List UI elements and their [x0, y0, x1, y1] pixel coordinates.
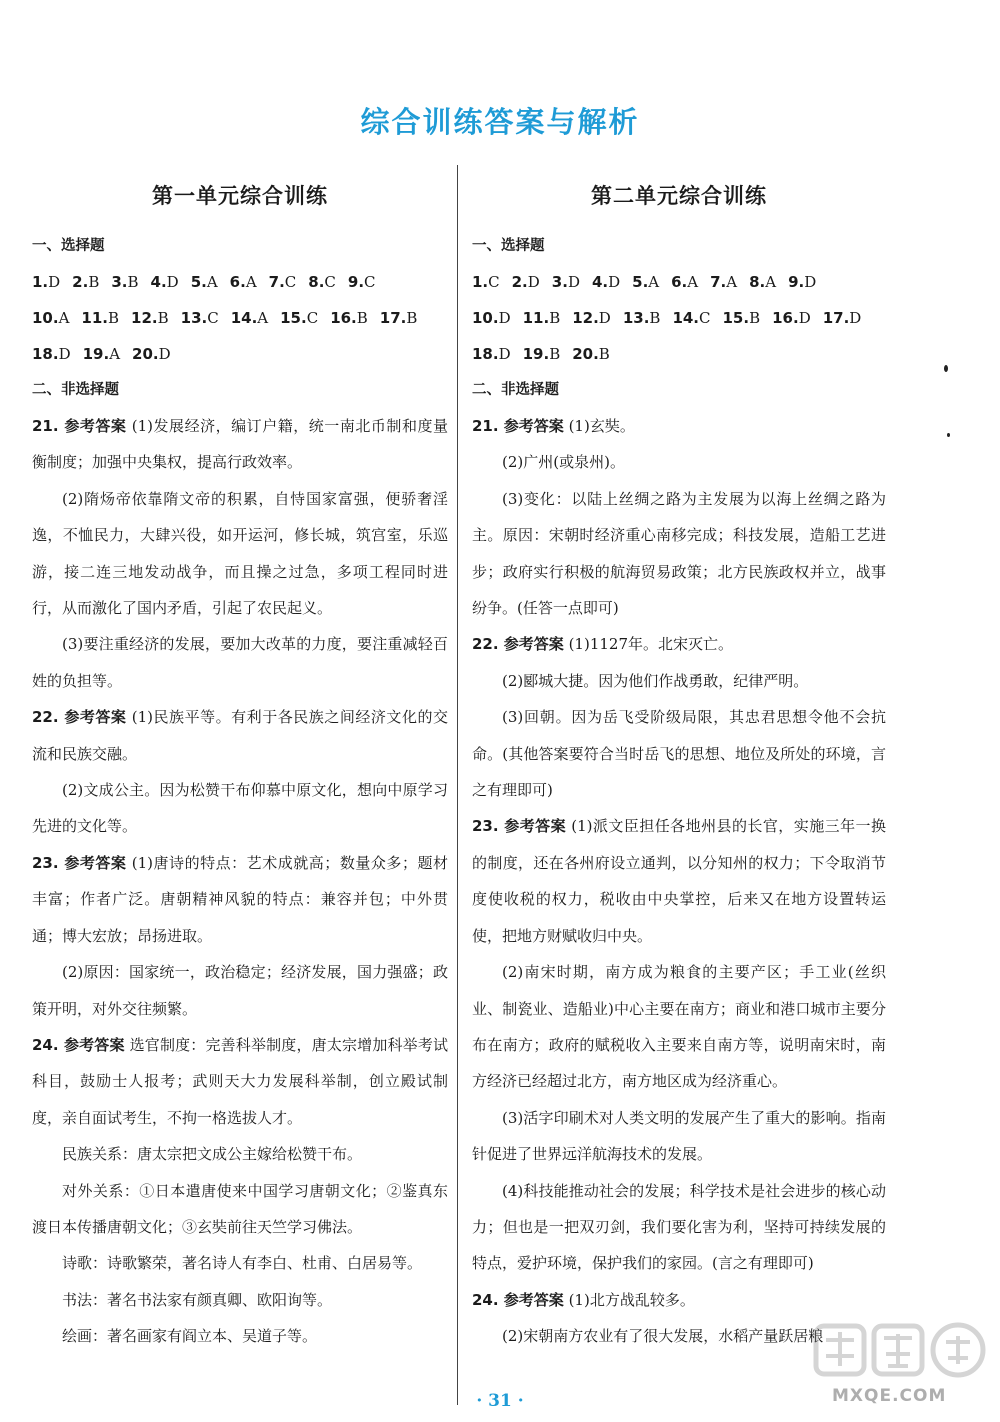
question-number: 6. [671, 273, 688, 291]
answer-letter: B [157, 309, 169, 327]
answer-letter: B [549, 345, 561, 363]
unit-title-1: 第一单元综合训练 [152, 184, 328, 208]
answer-paragraph: 对外关系：①日本遣唐使来中国学习唐朝文化；②鉴真东渡日本传播唐朝文化；③玄奘前往天竺学习佛法。 [32, 1181, 448, 1236]
choice-answer-row [32, 300, 448, 336]
choice-answer-row [32, 336, 448, 372]
question-number: 1. [472, 273, 489, 291]
question-number: 18. [32, 345, 59, 363]
section-heading-choice: 一、选择题 [32, 238, 105, 254]
choice-answer [111, 273, 138, 291]
answer-paragraph: 绘画：著名画家有阎立本、吴道子等。 [62, 1327, 318, 1346]
question-number: 17. [822, 309, 850, 327]
question-number: 7. [268, 273, 285, 291]
answer-23 [472, 808, 886, 954]
choice-answer [512, 273, 540, 291]
answer-letter: A [687, 273, 699, 291]
question-number: 5. [190, 273, 207, 291]
question-label: 23. 参考答案 [32, 853, 127, 872]
answer-paragraph: (2)广州(或泉州)。 [502, 453, 625, 472]
question-number: 7. [710, 273, 727, 291]
answer-letter: B [406, 309, 418, 327]
answer-paragraph: (2)原因：国家统一，政治稳定；经济发展，国力强盛；政策开明，对外交往频繁。 [32, 963, 448, 1018]
choice-answer [151, 273, 179, 291]
answer-text: (1)北方战乱较多。 [568, 1290, 695, 1309]
question-number: 12. [572, 309, 599, 327]
answer-letter: B [127, 273, 139, 291]
answer-letter: B [356, 309, 368, 327]
question-label: 22. 参考答案 [472, 635, 564, 654]
choice-answer [231, 309, 268, 327]
choice-answer [472, 273, 500, 291]
question-number: 2. [72, 273, 89, 291]
question-number: 16. [772, 309, 799, 327]
choice-answer [181, 309, 219, 327]
question-number: 11. [522, 309, 550, 327]
choice-answer-row [472, 264, 886, 300]
question-number: 15. [722, 309, 750, 327]
answer-letter: D [166, 273, 179, 291]
question-label: 21. 参考答案 [32, 417, 127, 435]
answer-letter: C [488, 273, 500, 291]
choice-answer [330, 309, 368, 327]
answer-letter: B [598, 345, 610, 363]
answer-letter: A [245, 273, 257, 291]
answer-letter: A [765, 273, 777, 291]
column-divider [457, 165, 458, 1405]
question-label: 24. 参考答案 [32, 1035, 125, 1054]
question-label: 24. 参考答案 [472, 1290, 564, 1309]
question-number: 20. [132, 345, 159, 363]
choice-answer [230, 273, 257, 291]
answer-paragraph: 民族关系：唐太宗把文成公主嫁给松赞干布。 [62, 1145, 363, 1164]
answer-paragraph: (2)宋朝南方农业有了很大发展，水稻产量跃居粮 [502, 1327, 824, 1346]
question-number: 14. [672, 309, 700, 327]
scan-speck [944, 365, 948, 372]
answer-letter: D [48, 273, 61, 291]
choice-answer [269, 273, 297, 291]
choice-answer [623, 309, 661, 327]
watermark-site: MXQE.COM [832, 1386, 947, 1406]
question-label: 21. 参考答案 [472, 417, 564, 435]
choice-answer [32, 273, 60, 291]
question-label: 23. 参考答案 [472, 817, 567, 836]
choice-answer [81, 309, 119, 327]
question-number: 8. [308, 273, 325, 291]
answer-text: (1)1127年。北宋灭亡。 [568, 635, 734, 654]
answer-letter: C [324, 273, 336, 291]
choice-answer [131, 309, 169, 327]
answer-text: (1)唐诗的特点：艺术成就高；数量众多；题材丰富；作者广泛。唐朝精神风貌的特点：兼容并包；中外贯通；博大宏放；昂扬进取。 [32, 853, 448, 945]
question-number: 16. [330, 309, 357, 327]
answer-letter: A [648, 273, 660, 291]
answer-letter: A [726, 273, 738, 291]
left-column [32, 180, 448, 1355]
question-label: 22. 参考答案 [32, 708, 127, 727]
question-number: 4. [591, 273, 609, 291]
answer-letter: C [699, 309, 711, 327]
answer-letter: D [58, 345, 71, 363]
answer-letter: D [527, 273, 540, 291]
answer-text: (1)民族平等。有利于各民族之间经济文化的交流和民族交融。 [32, 708, 448, 763]
answer-text: (1)派文臣担任各地州县的长官，实施三年一换的制度，还在各州府设立通判，以分知州的权力；下令取消节度使收税的权力，税收由中央掌控，后来又在地方设置转运使，把地方财赋收归中央。 [472, 817, 886, 945]
choice-answer [32, 309, 69, 327]
choice-answer [772, 309, 811, 327]
answer-letter: D [608, 273, 621, 291]
answer-letter: D [849, 309, 862, 327]
answer-letter: D [158, 345, 171, 363]
question-number: 12. [131, 309, 158, 327]
choice-answer [523, 345, 561, 363]
answer-paragraph: (2)郾城大捷。因为他们作战勇敢，纪律严明。 [502, 671, 809, 690]
answer-24 [32, 1027, 448, 1136]
question-number: 1. [32, 273, 49, 291]
question-number: 20. [572, 345, 599, 363]
question-number: 15. [280, 309, 307, 327]
answer-text: (1)玄奘。 [568, 417, 635, 435]
choice-answer-row [472, 300, 886, 336]
question-number: 18. [472, 345, 499, 363]
choice-answer [552, 273, 580, 291]
choice-answer [472, 345, 511, 363]
answer-letter: D [598, 309, 611, 327]
question-number: 3. [111, 273, 128, 291]
question-number: 17. [379, 309, 407, 327]
answer-paragraph: (3)要注重经济的发展，要加大改革的力度，要注重减轻百姓的负担等。 [32, 635, 448, 690]
choice-answer-row [472, 336, 886, 372]
choice-answer [572, 309, 611, 327]
choice-answer [72, 273, 99, 291]
choice-answer [32, 345, 71, 363]
choice-answer [710, 273, 737, 291]
question-number: 2. [511, 273, 528, 291]
question-number: 9. [788, 273, 805, 291]
answer-paragraph: (2)隋炀帝依靠隋文帝的积累，自恃国家富强，便骄奢淫逸，不恤民力，大肆兴役，如开运河，修长城，筑宫室，乐巡游，接二连三地发动战争，而且操之过急，多项工程同时进行，从而激化了国内矛盾，引起了农民起义。 [32, 489, 448, 618]
choice-answers [472, 264, 886, 372]
answer-letter: A [58, 309, 70, 327]
question-number: 3. [551, 273, 568, 291]
choice-answer [308, 273, 336, 291]
answer-letter: D [804, 273, 817, 291]
choice-answer [280, 309, 318, 327]
choice-answer [592, 273, 620, 291]
question-number: 13. [180, 309, 208, 327]
answer-paragraph: (3)回朝。因为岳飞受阶级局限，其忠君思想令他不会抗命。(其他答案要符合当时岳飞的思想、地位及所处的环境，言之有理即可) [472, 708, 886, 800]
answer-letter: A [206, 273, 218, 291]
answer-letter: B [749, 309, 761, 327]
answer-text: 选官制度：完善科举制度，唐太宗增加科举考试科目，鼓励士人报考；武则天大力发展科举制，创立殿试制度，亲自面试考生，不拘一格选拔人才。 [32, 1035, 449, 1127]
answer-22 [472, 626, 886, 662]
answer-letter: B [649, 309, 661, 327]
question-number: 6. [229, 273, 246, 291]
choice-answer-row [32, 264, 448, 300]
answer-letter: A [109, 345, 121, 363]
section-heading-nonchoice: 二、非选择题 [32, 382, 119, 398]
question-number: 19. [82, 345, 110, 363]
choice-answer [749, 273, 776, 291]
answer-paragraph: 书法：著名书法家有颜真卿、欧阳询等。 [62, 1290, 333, 1309]
page-number: · 31 · [476, 1391, 524, 1411]
choice-answer [632, 273, 659, 291]
answer-21 [472, 408, 886, 444]
answer-paragraph: (3)变化：以陆上丝绸之路为主发展为以海上丝绸之路为主。原因：宋朝时经济重心南移完成；科技发展，造船工艺进步；政府实行积极的航海贸易政策；北方民族政权并立，战事纷争。(任答一点即可) [472, 489, 886, 618]
answer-paragraph: (2)文成公主。因为松赞干布仰慕中原文化，想向中原学习先进的文化等。 [32, 781, 448, 836]
section-heading-nonchoice: 二、非选择题 [472, 382, 559, 398]
answer-paragraph: (4)科技能推动社会的发展；科学技术是社会进步的核心动力；但也是一把双刃剑，我们要化害为利，坚持可持续发展的特点，爱护环境，保护我们的家园。(言之有理即可) [472, 1181, 886, 1273]
choice-answer [572, 345, 610, 363]
answer-letter: A [257, 309, 269, 327]
question-number: 9. [347, 273, 365, 291]
answer-letter: D [567, 273, 580, 291]
choice-answer [788, 273, 816, 291]
question-number: 4. [150, 273, 167, 291]
question-number: 10. [472, 309, 499, 327]
right-column [472, 180, 886, 1355]
answer-letter: C [306, 309, 319, 327]
choice-answer [132, 345, 171, 363]
answer-text: (1)发展经济，编订户籍，统一南北币制和度量衡制度；加强中央集权，提高行政效率。 [32, 417, 448, 472]
answer-paragraph: (3)活字印刷术对人类文明的发展产生了重大的影响。指南针促进了世界远洋航海技术的发展。 [472, 1108, 886, 1164]
answer-letter: D [798, 309, 811, 327]
answer-letter: C [207, 309, 219, 327]
answer-22 [32, 699, 448, 772]
choice-answer [83, 345, 120, 363]
choice-answer [472, 309, 511, 327]
page-title: 综合训练答案与解析 [360, 105, 640, 139]
answer-letter: C [364, 273, 376, 291]
question-number: 5. [632, 273, 649, 291]
choice-answer [671, 273, 698, 291]
unit-title-2: 第二单元综合训练 [591, 184, 767, 208]
answer-paragraph: 诗歌：诗歌繁荣，著名诗人有李白、杜甫、白居易等。 [62, 1254, 423, 1273]
choice-answer [348, 273, 376, 291]
choice-answers [32, 264, 448, 372]
scan-speck [947, 433, 950, 437]
answer-letter: D [498, 345, 511, 363]
question-number: 19. [522, 345, 550, 363]
question-number: 14. [230, 309, 258, 327]
answer-letter: B [88, 273, 100, 291]
answer-24 [472, 1282, 886, 1318]
answer-paragraph: (2)南宋时期，南方成为粮食的主要产区；手工业(丝织业、制瓷业、造船业)中心主要在南方；商业和港口城市主要分布在南方；政府的赋税收入主要来自南方等，说明南宋时，南方经济已经超过北方，南方地区成为经济重心。 [472, 963, 886, 1091]
question-number: 10. [32, 309, 59, 327]
choice-answer [823, 309, 862, 327]
answer-21 [32, 408, 448, 481]
choice-answer [672, 309, 710, 327]
answer-letter: B [549, 309, 561, 327]
choice-answer [380, 309, 418, 327]
question-number: 11. [81, 309, 108, 327]
answer-letter: D [498, 309, 511, 327]
question-number: 13. [622, 309, 650, 327]
answer-23 [32, 845, 448, 954]
answer-letter: C [284, 273, 297, 291]
choice-answer [523, 309, 561, 327]
answer-letter: B [108, 309, 120, 327]
choice-answer [723, 309, 761, 327]
choice-answer [191, 273, 218, 291]
question-number: 8. [749, 273, 766, 291]
section-heading-choice: 一、选择题 [472, 238, 545, 254]
